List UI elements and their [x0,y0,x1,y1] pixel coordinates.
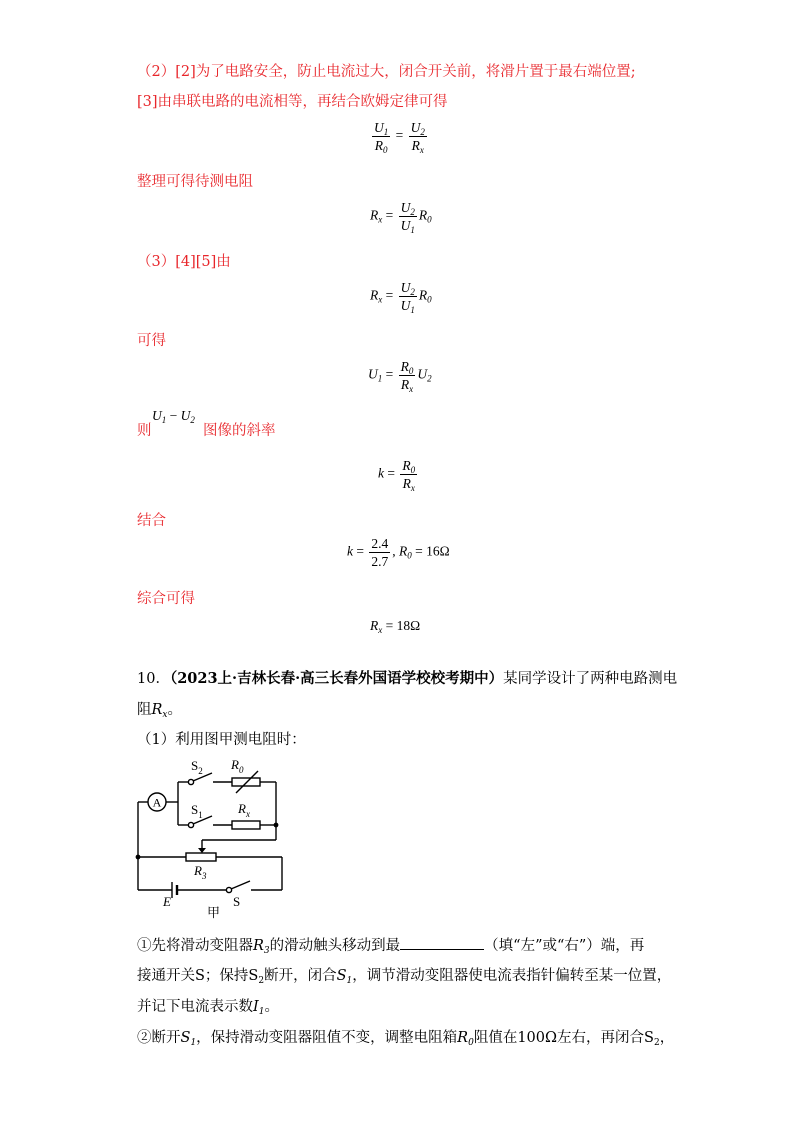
part3-ze-suffix: 图像的斜率 [203,423,276,439]
equation-ratio: $\frac{U_1}{R_0}$ = $\frac{U_2}{R_x}$ [374,120,425,155]
answer-blank[interactable] [400,935,484,950]
step1-line1: ①先将滑动变阻器$R_3$的滑动触头移动到最 （填“左”或“右”）端，再 [137,935,644,956]
switch-s-blade [231,881,250,889]
equation-rx-repeat: $R_x$ = $\frac{U_2}{U_1}$ $R_0$ [370,280,432,315]
part3-kede: 可得 [137,333,166,349]
step2-line1: ②断开$S_1$，保持滑动变阻器阻值不变，调整电阻箱$R_0$阻值在100Ω左右，再闭合$S_2$， [137,1030,675,1048]
question-10-sub1: （1）利用图甲测电阻时： [137,732,306,748]
resistor-rx [232,821,260,829]
step1-line2: 接通开关S；保持$S_2$断开，闭合$S_1$，调节滑动变阻器使电流表指针偏转至某一位置， [137,968,672,986]
rheostat-r3 [186,853,216,861]
switch-s-contact [226,887,231,892]
graph-axes-label: $U_1 - U_2$ [152,408,195,425]
part2-line1: （2）[2]为了电路安全，防止电流过大，闭合开关前，将滑片置于最右端位置; [137,64,636,80]
question-10-line2: 阻$R_x$。 [137,702,182,720]
s2-label: $S_2$ [191,758,203,776]
r3-label: $R_3$ [194,863,207,881]
question-10-line1: 10．（2023上·吉林长春·高三长春外国语学校校考期中）某同学设计了两种电路测电 [137,670,678,687]
ammeter-label: A [152,795,162,810]
part3-zonghe: 综合可得 [137,591,195,607]
slider-arrow-icon [198,848,206,853]
equation-final: $R_x = 18\Omega$ [370,618,421,635]
junction-dot [136,855,141,860]
junction-dot [274,823,279,828]
part3-ze: 则 [137,423,152,439]
rx-label: $R_x$ [238,801,250,819]
part3-jiehe: 结合 [137,513,166,529]
circuit-diagram [130,755,290,920]
s-label: S [233,894,241,909]
equation-slope: k = $\frac{R_0}{R_x}$ [378,458,416,493]
equation-rx: $R_x$ = $\frac{U_2}{U_1}$ $R_0$ [370,200,432,235]
step1-line3: 并记下电流表示数$I_1$。 [137,999,279,1017]
circuit-caption: 甲 [207,905,221,920]
switch-s2-contact [188,779,193,784]
part2-line2: [3]由串联电路的电流相等，再结合欧姆定律可得 [137,94,448,110]
part3-label: （3）[4][5]由 [137,254,231,270]
part2-line3: 整理可得待测电阻 [137,174,253,190]
e-label: E [163,894,171,909]
resistor-box-r0 [232,778,260,786]
r0-label: $R_0$ [231,757,244,775]
s1-label: $S_1$ [191,802,203,820]
equation-slope-value: k = $\frac{2.4}{2.7}$ , $R_0 = 16\Omega$ [347,536,450,569]
switch-s1-contact [188,822,193,827]
equation-u1: $U_1$ = $\frac{R_0}{R_x}$ $U_2$ [368,359,432,394]
